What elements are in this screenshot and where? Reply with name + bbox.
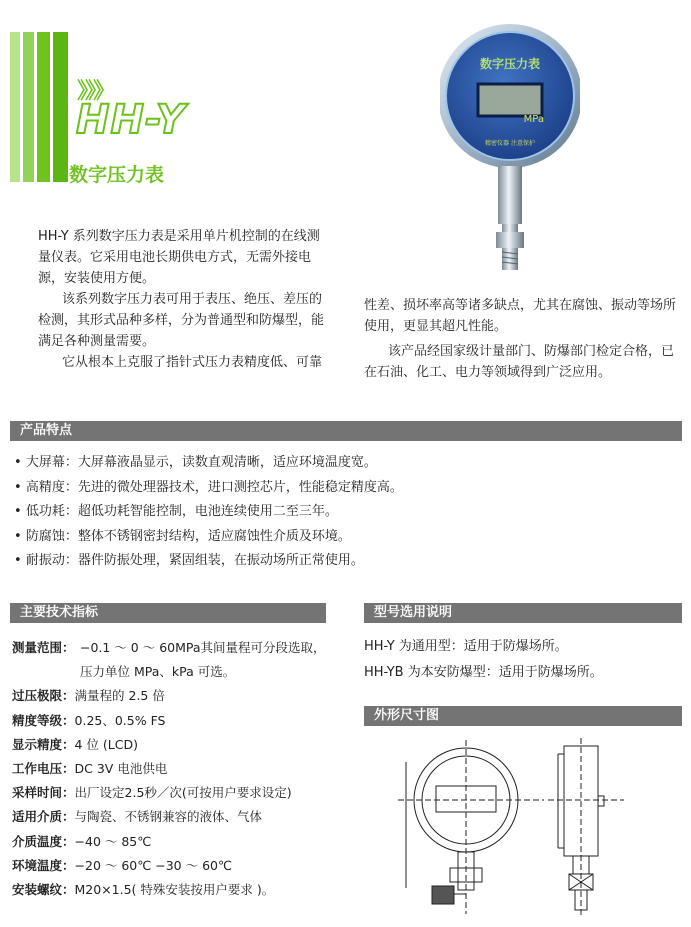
spec-value: 压力单位 MPa、kPa 可选。 [80,664,236,680]
spec-row [12,684,342,708]
spec-row [12,781,342,805]
spec-row [12,854,342,878]
selection-item: HH-Y 为通用型：适用于防爆场所。 [364,639,568,654]
spec-value: M20×1.5( 特殊安装按用户要求 )。 [74,882,275,898]
feature-text: 大屏幕：大屏幕液晶显示，读数直观清晰，适应环境温度宽。 [25,455,377,470]
digital-pressure-gauge-photo [440,18,580,278]
spec-label: 采样时间： [12,785,75,801]
feature-item: • 大屏幕：大屏幕液晶显示，读数直观清晰，适应环境温度宽。 [14,455,377,470]
dial-title: 数字压力表 [479,57,541,71]
intro-right-column [364,295,682,383]
spec-label: 环境温度： [12,857,75,873]
stripe [10,32,20,182]
spec-value: 与陶瓷、不锈钢兼容的液体、气体 [74,809,263,825]
model-title: HH-Y [76,97,186,143]
feature-item: • 防腐蚀：整体不锈钢密封结构，适应腐蚀性介质及环境。 [14,528,351,544]
green-stripes-decoration [10,32,68,182]
feature-item: • 耐振动：器件防振处理，紧固组装，在振动场所正常使用。 [14,553,364,568]
spec-label: 测量范围： [12,640,75,655]
specs-section-header: 主要技术指标 [10,603,326,623]
spec-value: −20 ～ 60℃ −30 ～ 60℃ [74,857,233,873]
spec-value: 出厂设定2.5秒／次(可按用户要求设定) [74,785,292,801]
spec-label: 工作电压： [12,761,75,777]
intro-paragraph-2: 该系列数字压力表可用于表压、绝压、差压的检测，其形式品种多样，分为普通型和防爆型，能满足各种测量需要。 [38,292,325,349]
features-section-header: 产品特点 [10,421,682,441]
spec-label: 精度等级： [12,712,75,728]
spec-label: 介质温度： [12,833,75,849]
feature-item: • 低功耗：超低功耗智能控制，电池连续使用二至三年。 [14,504,338,519]
spec-row [12,830,342,854]
dial-unit: MPa [523,114,544,125]
spec-value: 满量程的 2.5 倍 [74,688,165,704]
dial-bottom-text: 精密仪器 注意保护 [485,140,535,147]
spec-label: 安装螺纹： [12,882,75,898]
spec-row [12,709,342,733]
spec-row [12,660,342,684]
selection-section-header: 型号选用说明 [364,603,682,623]
spec-value: DC 3V 电池供电 [74,761,168,777]
intro-paragraph-4: 该产品经国家级计量部门、防爆部门检定合格，已在石油、化工、电力等领域得到广泛应用。 [364,344,675,380]
selection-list [364,634,684,686]
chevrons-decoration: 》》》 [77,79,113,104]
intro-paragraph-1: HH-Y 系列数字压力表是采用单片机控制的在线测量仪表。它采用电池长期供电方式，无需外接电源，安装使用方便。 [38,229,320,286]
feature-text: 耐振动：器件防振处理，紧固组装，在振动场所正常使用。 [25,553,364,568]
dimension-drawing [398,738,626,918]
spec-value: −40 ～ 85℃ [74,833,152,849]
stripe [23,32,34,182]
lcd-screen [478,84,542,116]
spec-value: 4 位 (LCD) [74,736,138,752]
feature-text: 低功耗：超低功耗智能控制，电池连续使用二至三年。 [25,504,338,519]
specs-table [12,636,342,902]
spec-label: 适用介质： [12,809,75,825]
dimensions-section-header: 外形尺寸图 [364,706,682,726]
feature-text: 防腐蚀：整体不锈钢密封结构，适应腐蚀性介质及环境。 [25,528,351,544]
stripe [53,32,68,182]
intro-left-column [38,226,332,373]
intro-paragraph-3: 它从根本上克服了指针式压力表精度低、可靠 [62,355,323,370]
spec-value: 0.25、0.5% FS [74,712,166,728]
feature-text: 高精度：先进的微处理器技术，进口测控芯片，性能稳定精度高。 [25,479,403,495]
intro-paragraph-3-continued: 性差、损坏率高等诸多缺点，尤其在腐蚀、振动等场所使用，更显其超凡性能。 [364,298,677,334]
product-name: 数字压力表 [69,164,165,186]
spec-label: 过压极限： [12,688,75,704]
spec-row [12,805,342,829]
spec-label: 显示精度： [12,736,75,752]
spec-row [12,757,342,781]
stripe [37,32,50,182]
feature-item: • 高精度：先进的微处理器技术，进口测控芯片，性能稳定精度高。 [14,479,403,495]
spec-value: −0.1 ～ 0 ～ 60MPa其间量程可分段选取， [80,640,326,655]
spec-row [12,636,342,660]
spec-row [12,733,342,757]
spec-row [12,878,342,902]
features-list [14,451,674,574]
selection-item: HH-YB 为本安防爆型：适用于防爆场所。 [364,665,603,680]
